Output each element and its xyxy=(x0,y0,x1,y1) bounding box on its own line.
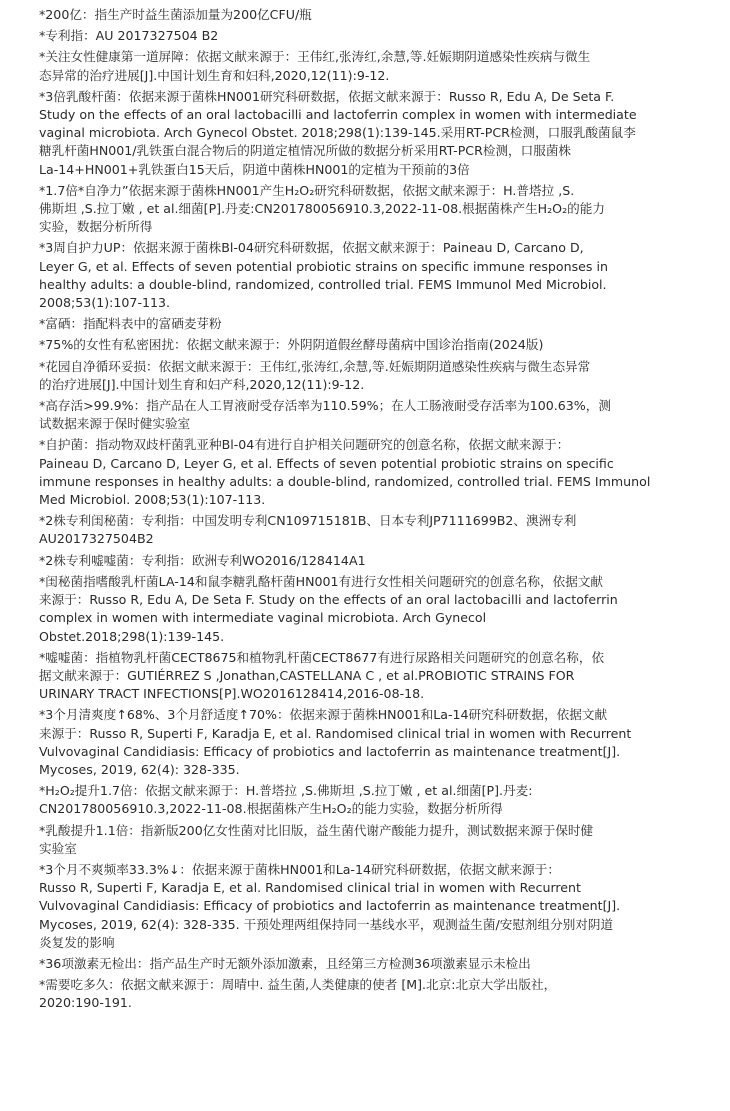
footnote-line: 佛斯坦 ,S.拉丁嫩 , et al.细菌[P].丹麦:CN201780056910.3,2022-11-08.根据菌株产生H₂O₂的能力 xyxy=(39,201,605,217)
footnote-line: *3周自护力UP：依据来源于菌株Bl-04研究科研数据，依据文献来源于：Paineau D, Carcano D, xyxy=(39,240,584,256)
footnote-18 xyxy=(39,822,704,858)
footnote-line: *75%的女性有私密困扰：依据文献来源于：外阴阴道假丝酵母菌病中国诊治指南(2024版) xyxy=(39,337,544,353)
footnote-3 xyxy=(39,48,704,84)
footnote-line: *乳酸提升1.1倍：指新版200亿女性菌对比旧版，益生菌代谢产酸能力提升，测试数据来源于保时健 xyxy=(39,822,594,838)
footnote-7 xyxy=(39,315,704,333)
footnote-line: 实验，数据分析所得 xyxy=(39,219,153,235)
footnote-line: complex in women with intermediate vaginal microbiota. Arch Gynecol xyxy=(39,610,487,626)
footnote-line: Mycoses, 2019, 62(4): 328-335. xyxy=(39,761,240,777)
footnote-8 xyxy=(39,336,704,354)
footnote-line: *嘘嘘菌：指植物乳杆菌CECT8675和植物乳杆菌CECT8677有进行尿路相关问题研究的创意名称，依 xyxy=(39,649,605,665)
footnote-line: Med Microbiol. 2008;53(1):107-113. xyxy=(39,492,266,508)
footnote-line: Vulvovaginal Candidiasis: Efficacy of probiotics and lactoferrin as maintenance treatment[J]. xyxy=(39,743,621,759)
footnote-12 xyxy=(39,512,704,548)
footnote-line: *需要吃多久：依据文献来源于：周晴中. 益生菌,人类健康的使者 [M].北京:北京大学出版社， xyxy=(39,977,557,993)
footnote-line: *3倍乳酸杆菌：依据来源于菌株HN001研究科研数据，依据文献来源于：Russo R, Edu A, De Seta F. xyxy=(39,88,615,104)
footnote-line: AU2017327504B2 xyxy=(39,531,154,547)
footnote-line: *花园自净循环妥损：依据文献来源于：王伟红,张涛红,余慧,等.妊娠期阴道感染性疾病与微生态异常 xyxy=(39,358,591,374)
footnote-line: 来源于：Russo R, Edu A, De Seta F. Study on the effects of an oral lactobacilli and lactoferrin xyxy=(39,592,618,608)
footnote-line: *2株专利闺秘菌：专利指：中国发明专利CN109715181B、日本专利JP7111699B2、澳洲专利 xyxy=(39,513,577,529)
footnote-2 xyxy=(39,27,704,45)
footnote-line: La-14+HN001+乳铁蛋白15天后，阴道中菌株HN001的定植为干预前的3倍 xyxy=(39,161,470,177)
footnote-line: *高存活>99.9%：指产品在人工胃液耐受存活率为110.59%；在人工肠液耐受存活率为100.63%，测 xyxy=(39,398,611,414)
footnote-line: Study on the effects of an oral lactobacilli and lactoferrin complex in women with intermediate xyxy=(39,107,637,123)
footnote-line: 糖乳杆菌HN001/乳铁蛋白混合物后的阴道定植情况所做的数据分析采用RT-PCR检测，口服菌株 xyxy=(39,143,572,159)
footnote-1 xyxy=(39,6,704,24)
footnote-line: URINARY TRACT INFECTIONS[P].WO2016128414,2016-08-18. xyxy=(39,686,425,702)
footnote-17 xyxy=(39,782,704,818)
footnote-line: *36项激素无检出：指产品生产时无额外添加激素，且经第三方检测36项激素显示未检出 xyxy=(39,955,531,971)
footnote-line: *富硒：指配料表中的富硒麦芽粉 xyxy=(39,316,222,332)
footnote-line: Vulvovaginal Candidiasis: Efficacy of probiotics and lactoferrin as maintenance treatment[J]. xyxy=(39,898,621,914)
footnote-line: Leyer G, et al. Effects of seven potential probiotic strains on specific immune responses in xyxy=(39,258,608,274)
footnote-line: 炎复发的影响 xyxy=(39,934,115,950)
footnote-line: *H₂O₂提升1.7倍：依据文献来源于：H.普塔拉 ,S.佛斯坦 ,S.拉丁嫩 , et al.细菌[P].丹麦: xyxy=(39,783,533,799)
footnote-line: 据文献来源于：GUTIÉRREZ S ,Jonathan,CASTELLANA C , et al.PROBIOTIC STRAINS FOR xyxy=(39,667,575,683)
footnote-line: *200亿：指生产时益生菌添加量为200亿CFU/瓶 xyxy=(39,7,312,22)
footnote-line: *专利指：AU 2017327504 B2 xyxy=(39,28,219,44)
footnote-11 xyxy=(39,436,704,509)
footnote-line: 来源于：Russo R, Superti F, Karadja E, et al. Randomised clinical trial in women with Recurrent xyxy=(39,725,632,741)
footnote-15 xyxy=(39,649,704,704)
footnote-9 xyxy=(39,358,704,394)
footnote-line: *3个月不爽频率33.3%↓：依据来源于菌株HN001和La-14研究科研数据，依据文献来源于： xyxy=(39,861,560,877)
footnote-line: *关注女性健康第一道屏障：依据文献来源于：王伟红,张涛红,余慧,等.妊娠期阴道感染性疾病与微生 xyxy=(39,49,591,65)
footnote-line: vaginal microbiota. Arch Gynecol Obstet. 2018;298(1):139-145.采用RT-PCR检测，口服乳酸菌鼠李 xyxy=(39,125,636,141)
footnote-line: 态异常的治疗进展[J].中国计划生育和妇科,2020,12(11):9-12. xyxy=(39,67,390,83)
footnote-line: Obstet.2018;298(1):139-145. xyxy=(39,628,225,644)
footnote-line: 的治疗进展[J].中国计划生育和妇产科,2020,12(11):9-12. xyxy=(39,376,365,392)
footnote-line: healthy adults: a double-blind, randomized, controlled trial. FEMS Immunol Med Microbiol. xyxy=(39,276,607,292)
footnote-line: 实验室 xyxy=(39,840,77,856)
footnote-14 xyxy=(39,573,704,646)
footnote-line: Mycoses, 2019, 62(4): 328-335. 干预处理两组保持同一基线水平，观测益生菌/安慰剂组分别对阴道 xyxy=(39,916,614,932)
footnote-21 xyxy=(39,976,704,1012)
footnote-5 xyxy=(39,182,704,237)
footnote-line: 2008;53(1):107-113. xyxy=(39,295,171,311)
footnote-4 xyxy=(39,88,704,179)
footnote-line: *3个月清爽度↑68%、3个月舒适度↑70%：依据来源于菌株HN001和La-14研究科研数据，依据文献 xyxy=(39,707,608,723)
footnote-13 xyxy=(39,552,704,570)
footnote-line: *自护菌：指动物双歧杆菌乳亚种Bl-04有进行自护相关问题研究的创意名称，依据文献来源于： xyxy=(39,437,570,453)
footnote-line: *2株专利嘘嘘菌：专利指：欧洲专利WO2016/128414A1 xyxy=(39,552,366,568)
footnote-20 xyxy=(39,955,704,973)
footnote-10 xyxy=(39,397,704,433)
footnote-line: 2020:190-191. xyxy=(39,995,132,1011)
footnote-6 xyxy=(39,239,704,312)
footnote-16 xyxy=(39,706,704,779)
footnote-19 xyxy=(39,861,704,952)
footnote-line: *闺秘菌指嗜酸乳杆菌LA-14和鼠李糖乳酪杆菌HN001有进行女性相关问题研究的创意名称，依据文献 xyxy=(39,573,604,589)
footnote-line: Russo R, Superti F, Karadja E, et al. Randomised clinical trial in women with Recurrent xyxy=(39,880,581,896)
footnote-line: Paineau D, Carcano D, Leyer G, et al. Effects of seven potential probiotic strains on specific xyxy=(39,455,614,471)
footnote-line: *1.7倍*自净力”依据来源于菌株HN001产生H₂O₂研究科研数据，依据文献来源于：H.普塔拉 ,S. xyxy=(39,182,575,198)
footnote-line: CN201780056910.3,2022-11-08.根据菌株产生H₂O₂的能力实验，数据分析所得 xyxy=(39,801,503,817)
footnote-line: 试数据来源于保时健实验室 xyxy=(39,416,191,432)
footnote-line: immune responses in healthy adults: a double-blind, randomized, controlled trial. FEMS Immunol xyxy=(39,473,651,489)
